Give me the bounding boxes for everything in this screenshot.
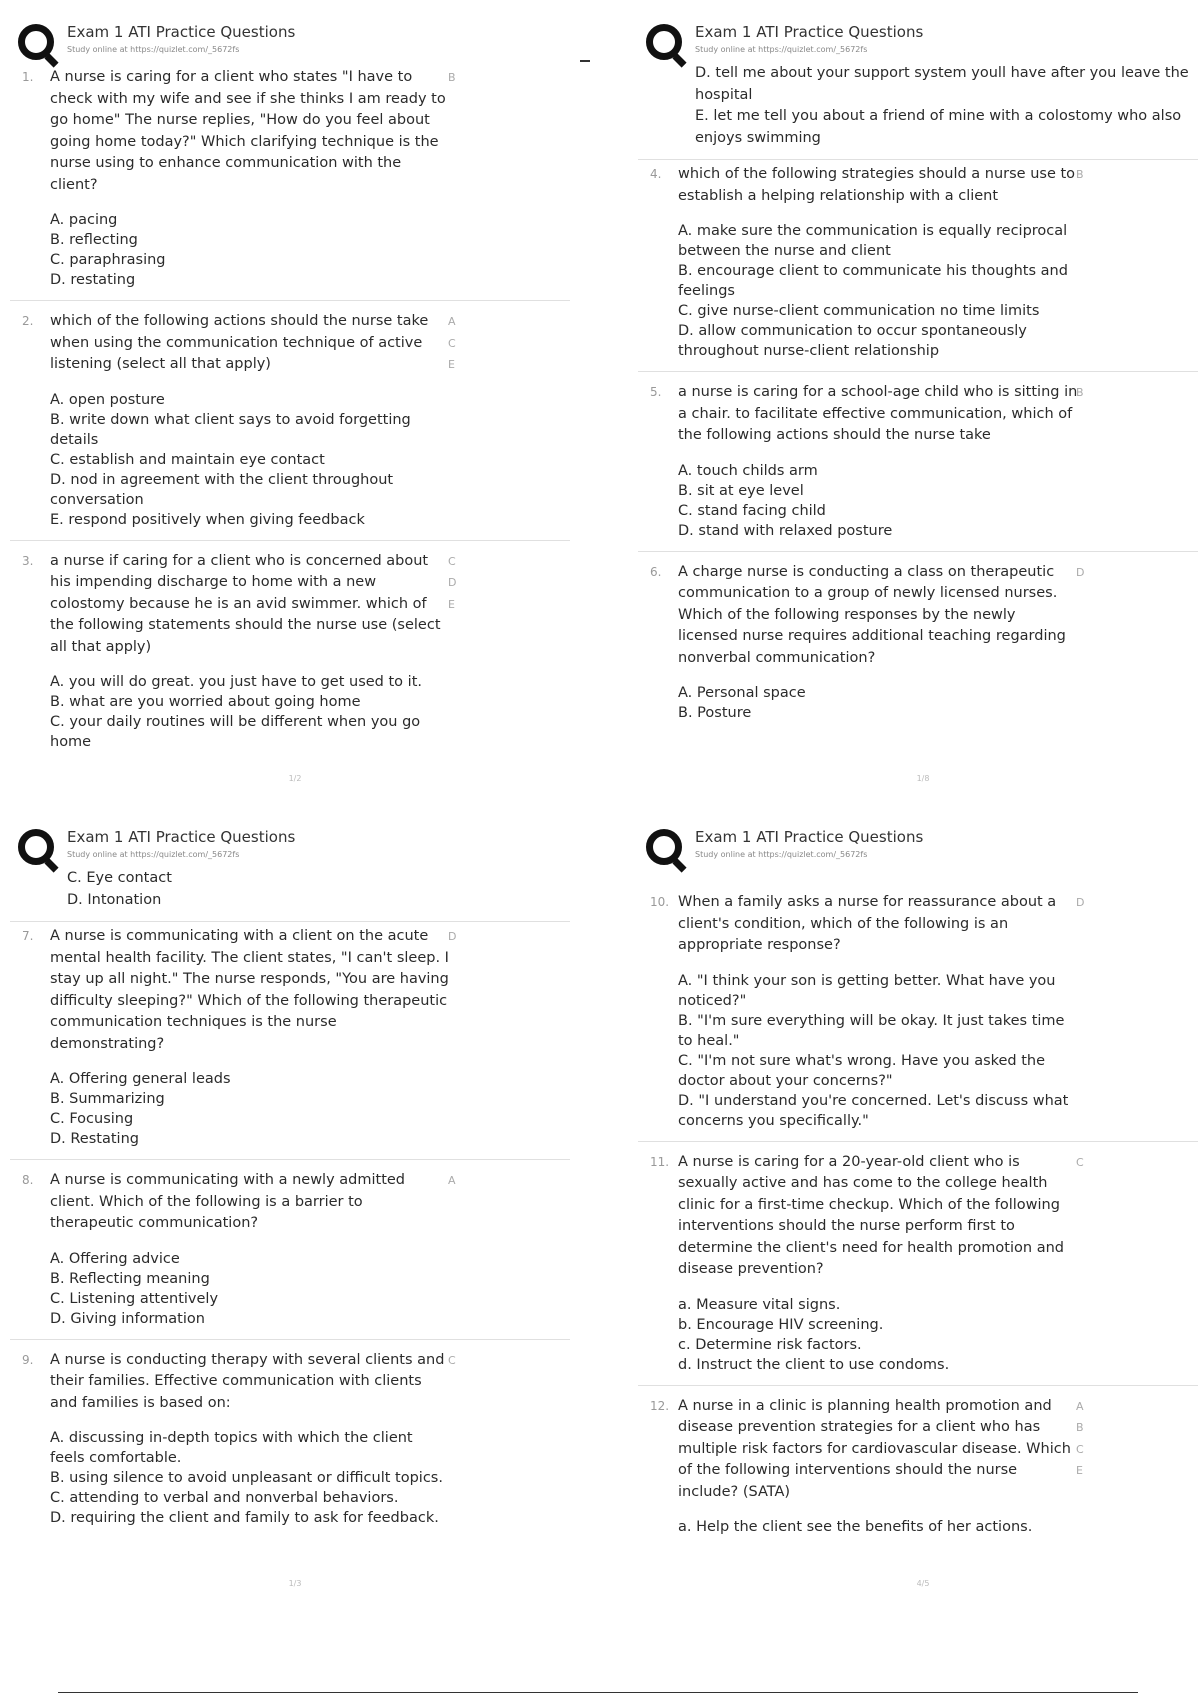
question xyxy=(10,921,570,1160)
answer-key xyxy=(448,67,460,89)
option: a. Measure vital signs. xyxy=(678,1296,841,1313)
quizlet-logo-icon xyxy=(646,829,682,865)
answer-key xyxy=(448,1170,460,1192)
option-list xyxy=(50,672,450,752)
page-subtitle: Study online at https://quizlet.com/_5672fs xyxy=(695,45,868,54)
option: D. tell me about your support system youll have after you leave the hospital xyxy=(695,65,1189,103)
option: B. using silence to avoid unpleasant or difficult topics. xyxy=(50,1470,443,1486)
question-number: 8. xyxy=(22,1173,34,1187)
option: E. let me tell you about a friend of mine with a colostomy who also enjoys swimming xyxy=(695,108,1182,146)
option: A. open posture xyxy=(50,391,165,408)
bottom-rule xyxy=(58,1692,1138,1693)
answer-letter: D xyxy=(1076,565,1085,579)
option: a. Help the client see the benefits of her actions. xyxy=(678,1519,1033,1535)
option: B. encourage client to communicate his thoughts and feelings xyxy=(678,263,1068,299)
option: C. stand facing child xyxy=(678,502,826,519)
answer-key xyxy=(448,1350,460,1372)
option-list xyxy=(678,461,1078,541)
option: B. sit at eye level xyxy=(678,482,804,499)
option-list xyxy=(678,1295,1078,1375)
continued-options xyxy=(10,868,570,911)
page-content xyxy=(10,868,580,1538)
option: A. you will do great. you just have to get used to it. xyxy=(50,674,422,690)
question xyxy=(638,378,1198,552)
question-number: 9. xyxy=(22,1352,34,1367)
question-text: A charge nurse is conducting a class on therapeutic communication to a group of newly licensed nurses. Which of the following responses by the newly licensed nurse requires additional teaching regarding nonverbal communication? xyxy=(678,563,1066,666)
option: B. Reflecting meaning xyxy=(50,1270,210,1287)
answer-key xyxy=(448,311,460,376)
page-number: 1/8 xyxy=(916,774,930,783)
answer-key xyxy=(1076,1152,1088,1174)
option: C. "I'm not sure what's wrong. Have you asked the doctor about your concerns?" xyxy=(678,1052,1046,1089)
option: B. what are you worried about going home xyxy=(50,694,361,710)
answer-key xyxy=(448,926,460,948)
question xyxy=(638,1148,1198,1386)
option: C. paraphrasing xyxy=(50,252,166,268)
option-list xyxy=(678,1517,1078,1537)
question xyxy=(10,63,570,301)
document-page xyxy=(638,820,1200,1600)
page-title: Exam 1 ATI Practice Questions xyxy=(695,828,924,846)
option: D. Intonation xyxy=(67,891,162,908)
option: C. establish and maintain eye contact xyxy=(50,451,325,468)
question-number: 5. xyxy=(650,385,662,399)
option: C. give nurse-client communication no time limits xyxy=(678,303,1040,319)
question-number: 6. xyxy=(650,564,662,579)
question-text: a nurse is caring for a school-age child who is sitting in a chair. to facilitate effective communication, which of the following actions should the nurse take xyxy=(678,384,1078,443)
option-list xyxy=(678,971,1078,1131)
question xyxy=(10,547,570,763)
document-page xyxy=(10,820,580,1600)
question xyxy=(638,888,1198,1142)
question-text: A nurse is caring for a 20-year-old client who is sexually active and has come to the college health clinic for a first-time checkup. Which of the following interventions should the nurse perform first to determine the client's need for health promotion and disease prevention? xyxy=(678,1153,1064,1277)
answer-letter: D xyxy=(1076,896,1085,909)
answer-letter: B xyxy=(448,71,456,84)
option: A. discussing in-depth topics with which the client feels comfortable. xyxy=(50,1430,413,1466)
answer-key xyxy=(1076,892,1088,914)
question-text: which of the following strategies should a nurse use to establish a helping relationship with a client xyxy=(678,166,1076,204)
answer-letter: A xyxy=(448,315,456,328)
document-page xyxy=(638,15,1200,795)
page-number: 1/2 xyxy=(288,774,302,783)
option: A. touch childs arm xyxy=(678,462,818,479)
option: A. pacing xyxy=(50,212,118,228)
option-list xyxy=(50,1069,450,1149)
question-number: 11. xyxy=(650,1154,670,1169)
option: B. Summarizing xyxy=(50,1091,165,1107)
option-list xyxy=(50,1249,450,1329)
option: C. your daily routines will be different when you go home xyxy=(50,714,421,750)
page-title: Exam 1 ATI Practice Questions xyxy=(695,23,924,41)
question-text: which of the following actions should the nurse take when using the communication technique of active listening (select all that apply) xyxy=(50,313,429,372)
option: D. "I understand you're concerned. Let's discuss what concerns you specifically." xyxy=(678,1092,1069,1129)
option: D. requiring the client and family to ask for feedback. xyxy=(50,1510,439,1526)
page-content xyxy=(638,868,1200,1547)
question xyxy=(638,159,1198,372)
option-list xyxy=(50,210,450,290)
page-content xyxy=(638,63,1200,733)
answer-letter: B xyxy=(1076,168,1084,181)
answer-letter: D xyxy=(448,930,457,943)
option-list xyxy=(678,221,1078,361)
answer-key xyxy=(1076,382,1088,404)
page-title: Exam 1 ATI Practice Questions xyxy=(67,828,296,846)
question-number: 1. xyxy=(22,70,34,84)
page-subtitle: Study online at https://quizlet.com/_5672fs xyxy=(67,45,240,54)
option: D. Giving information xyxy=(50,1310,205,1327)
answer-key xyxy=(1076,562,1088,584)
option: D. restating xyxy=(50,272,136,288)
quizlet-logo-icon xyxy=(18,24,54,60)
question-text: A nurse is communicating with a client on the acute mental health facility. The client states, "I can't sleep. I stay up all night." The nurse responds, "You are having difficulty sleeping?" Which of the following therapeutic communication techniques is the nurse demonstrating? xyxy=(50,928,449,1052)
page-subtitle: Study online at https://quizlet.com/_5672fs xyxy=(67,850,240,859)
page-number: 4/5 xyxy=(916,1579,930,1588)
option: A. Offering general leads xyxy=(50,1071,231,1087)
question-number: 2. xyxy=(22,314,34,328)
answer-letter: C xyxy=(1076,1155,1084,1169)
option: d. Instruct the client to use condoms. xyxy=(678,1356,950,1373)
page-title: Exam 1 ATI Practice Questions xyxy=(67,23,296,41)
question-text: A nurse is conducting therapy with several clients and their families. Effective communication with clients and families is based on: xyxy=(50,1351,445,1411)
answer-letter: D xyxy=(448,576,457,589)
answer-letter: E xyxy=(448,597,455,611)
answer-key xyxy=(448,551,460,616)
continued-options xyxy=(638,63,1198,149)
option: C. Focusing xyxy=(50,1111,134,1127)
option-list xyxy=(50,1428,450,1528)
option: B. write down what client says to avoid forgetting details xyxy=(50,411,411,448)
question xyxy=(10,307,570,541)
answer-letter: B xyxy=(1076,386,1084,399)
answer-letter: C xyxy=(448,1353,456,1367)
answer-key xyxy=(1076,164,1088,186)
option: c. Determine risk factors. xyxy=(678,1336,862,1353)
question xyxy=(638,1392,1198,1548)
question-number: 12. xyxy=(650,1398,670,1413)
question xyxy=(10,1346,570,1539)
question-number: 10. xyxy=(650,895,670,909)
option: B. Posture xyxy=(678,705,752,721)
question-number: 3. xyxy=(22,553,34,568)
page-header xyxy=(638,820,1200,868)
question-number: 4. xyxy=(650,167,662,181)
option: B. reflecting xyxy=(50,232,138,248)
question-text: When a family asks a nurse for reassurance about a client's condition, which of the following is an appropriate response? xyxy=(678,894,1057,953)
answer-key xyxy=(1076,1396,1088,1482)
page-content xyxy=(10,63,580,762)
answer-letter: E xyxy=(448,358,455,371)
page-subtitle: Study online at https://quizlet.com/_5672fs xyxy=(695,850,868,859)
answer-letter: C xyxy=(448,336,456,350)
option: D. Restating xyxy=(50,1131,139,1147)
question-text: A nurse in a clinic is planning health promotion and disease prevention strategies for a client who has multiple risk factors for cardiovascular disease. Which of the following interventions should the nurse include? (SATA) xyxy=(678,1397,1071,1500)
option-list xyxy=(50,390,450,530)
question-number: 7. xyxy=(22,929,34,943)
option: D. allow communication to occur spontaneously throughout nurse-client relationship xyxy=(678,323,1027,359)
option: A. make sure the communication is equally reciprocal between the nurse and client xyxy=(678,223,1068,259)
answer-letter: A xyxy=(448,1174,456,1187)
page-header xyxy=(10,820,580,868)
option: E. respond positively when giving feedback xyxy=(50,511,365,528)
answer-letter: E xyxy=(1076,1464,1083,1477)
option: C. Eye contact xyxy=(67,870,172,886)
question-text: A nurse is caring for a client who states "I have to check with my wife and see if she thinks I am ready to go home" The nurse replies, "How do you feel about going home today?" Which clarifying technique is the nurse using to enhance communication with the client? xyxy=(50,69,446,193)
page-header xyxy=(638,15,1200,63)
option-list xyxy=(678,683,1078,723)
option: b. Encourage HIV screening. xyxy=(678,1316,884,1333)
document-page xyxy=(10,15,580,795)
option: A. Personal space xyxy=(678,685,806,701)
question-text: a nurse if caring for a client who is concerned about his impending discharge to home with a new colostomy because he is an avid swimmer. which of the following statements should the nurse use (select all that apply) xyxy=(50,552,441,655)
option: A. Offering advice xyxy=(50,1250,180,1267)
question xyxy=(10,1166,570,1340)
question xyxy=(638,558,1198,734)
quizlet-logo-icon xyxy=(18,829,54,865)
answer-letter: C xyxy=(448,554,456,568)
option: D. stand with relaxed posture xyxy=(678,522,893,539)
option: B. "I'm sure everything will be okay. It just takes time to heal." xyxy=(678,1012,1065,1049)
answer-letter: A xyxy=(1076,1399,1084,1413)
question-text: A nurse is communicating with a newly admitted client. Which of the following is a barrier to therapeutic communication? xyxy=(50,1172,406,1231)
page-header xyxy=(10,15,580,63)
answer-letter: B xyxy=(1076,1421,1084,1434)
option: C. Listening attentively xyxy=(50,1290,219,1307)
option: D. nod in agreement with the client throughout conversation xyxy=(50,471,394,508)
option: C. attending to verbal and nonverbal behaviors. xyxy=(50,1490,399,1506)
page-number: 1/3 xyxy=(288,1579,302,1588)
option: A. "I think your son is getting better. What have you noticed?" xyxy=(678,972,1056,1009)
answer-letter: C xyxy=(1076,1442,1084,1456)
quizlet-logo-icon xyxy=(646,24,682,60)
